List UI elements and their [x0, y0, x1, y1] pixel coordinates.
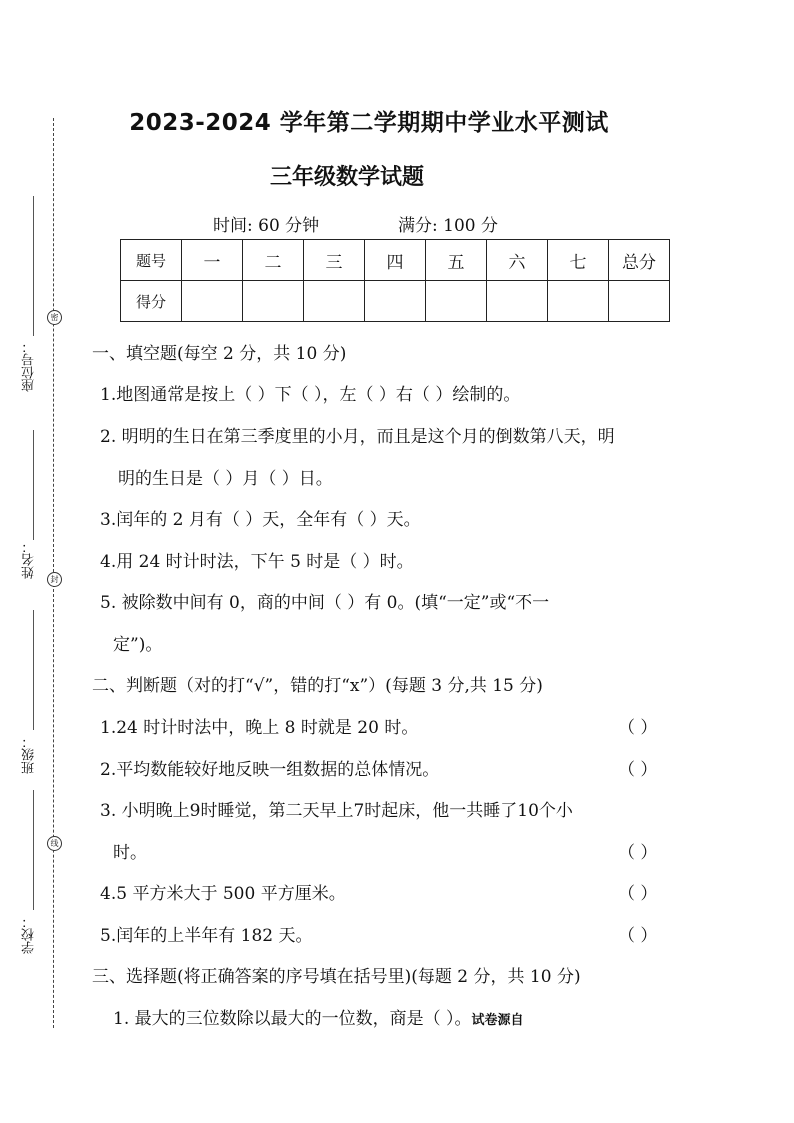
s1-q5-line1: 5. 被除数中间有 0，商的中间（ ）有 0。(填“一定”或“不一 [100, 593, 550, 613]
s2-q3-line2: 时。 [113, 843, 147, 863]
seat-label: 座位号： [22, 340, 37, 392]
table-cell: 总分 [609, 240, 670, 281]
table-cell: 一 [182, 240, 243, 281]
s1-q2-line1: 2. 明明的生日在第三季度里的小月，而且是这个月的倒数第八天，明 [100, 427, 615, 447]
name-line [33, 430, 34, 540]
table-cell: 题号 [121, 240, 182, 281]
score-input-cell[interactable] [243, 281, 304, 322]
class-label: 班级： [22, 735, 37, 774]
s3-q1-tag: 试卷源自 [471, 1013, 524, 1028]
s1-q5-line2: 定”)。 [113, 635, 163, 655]
table-row [121, 281, 670, 322]
seal-mark-feng: 封 [47, 572, 62, 587]
answer-paren: （ ） [618, 760, 658, 780]
table-row [121, 240, 670, 281]
score-input-cell[interactable] [365, 281, 426, 322]
score-input-cell[interactable] [548, 281, 609, 322]
answer-paren: （ ） [618, 718, 658, 738]
s2-q3-line1: 3. 小明晚上9时睡觉，第二天早上7时起床，他一共睡了10个小 [100, 801, 573, 821]
s2-q5: 5.闰年的上半年有 182 天。 [100, 926, 313, 946]
school-line [33, 790, 34, 910]
page-subtitle: 三年级数学试题 [269, 165, 424, 190]
s3-q1 [113, 1004, 524, 1029]
section3-heading: 三、选择题(将正确答案的序号填在括号里)(每题 2 分，共 10 分) [92, 967, 581, 987]
score-input-cell[interactable] [182, 281, 243, 322]
answer-paren: （ ） [618, 926, 658, 946]
s2-q2: 2.平均数能较好地反映一组数据的总体情况。 [100, 760, 440, 780]
s2-q1: 1.24 时计时法中，晚上 8 时就是 20 时。 [100, 718, 419, 738]
s1-q2-line2: 明的生日是（ ）月（ ）日。 [118, 469, 333, 489]
table-cell: 得分 [121, 281, 182, 322]
s1-q3: 3.闰年的 2 月有（ ）天，全年有（ ）天。 [100, 510, 421, 530]
page-title: 2023-2024 学年第二学期期中学业水平测试 [129, 110, 609, 136]
class-line [33, 610, 34, 730]
score-input-cell[interactable] [304, 281, 365, 322]
s1-q1: 1.地图通常是按上（ ）下（ ），左（ ）右（ ）绘制的。 [100, 385, 521, 405]
name-label: 姓名： [22, 540, 37, 579]
s2-q4: 4.5 平方米大于 500 平方厘米。 [100, 884, 346, 904]
table-cell: 四 [365, 240, 426, 281]
answer-paren: （ ） [618, 843, 658, 863]
table-cell: 三 [304, 240, 365, 281]
school-label: 学校： [22, 915, 37, 954]
table-cell: 七 [548, 240, 609, 281]
answer-paren: （ ） [618, 884, 658, 904]
seat-line [33, 196, 34, 336]
seal-mark-mi: 密 [47, 310, 62, 325]
score-input-cell[interactable] [487, 281, 548, 322]
section1-heading: 一、填空题(每空 2 分，共 10 分) [92, 344, 347, 364]
seal-mark-xian: 线 [47, 836, 62, 851]
s1-q4: 4.用 24 时计时法，下午 5 时是（ ）时。 [100, 552, 414, 572]
table-cell: 二 [243, 240, 304, 281]
s3-q1-text: 1. 最大的三位数除以最大的一位数，商是（ ）。 [113, 1009, 472, 1029]
table-cell: 五 [426, 240, 487, 281]
score-input-cell[interactable] [426, 281, 487, 322]
exam-full-score: 满分: 100 分 [398, 216, 498, 236]
score-input-cell[interactable] [609, 281, 670, 322]
section2-heading: 二、判断题（对的打“√”，错的打“x”）(每题 3 分,共 15 分) [92, 676, 543, 696]
table-cell: 六 [487, 240, 548, 281]
score-table [120, 239, 670, 322]
exam-time: 时间: 60 分钟 [213, 216, 320, 236]
